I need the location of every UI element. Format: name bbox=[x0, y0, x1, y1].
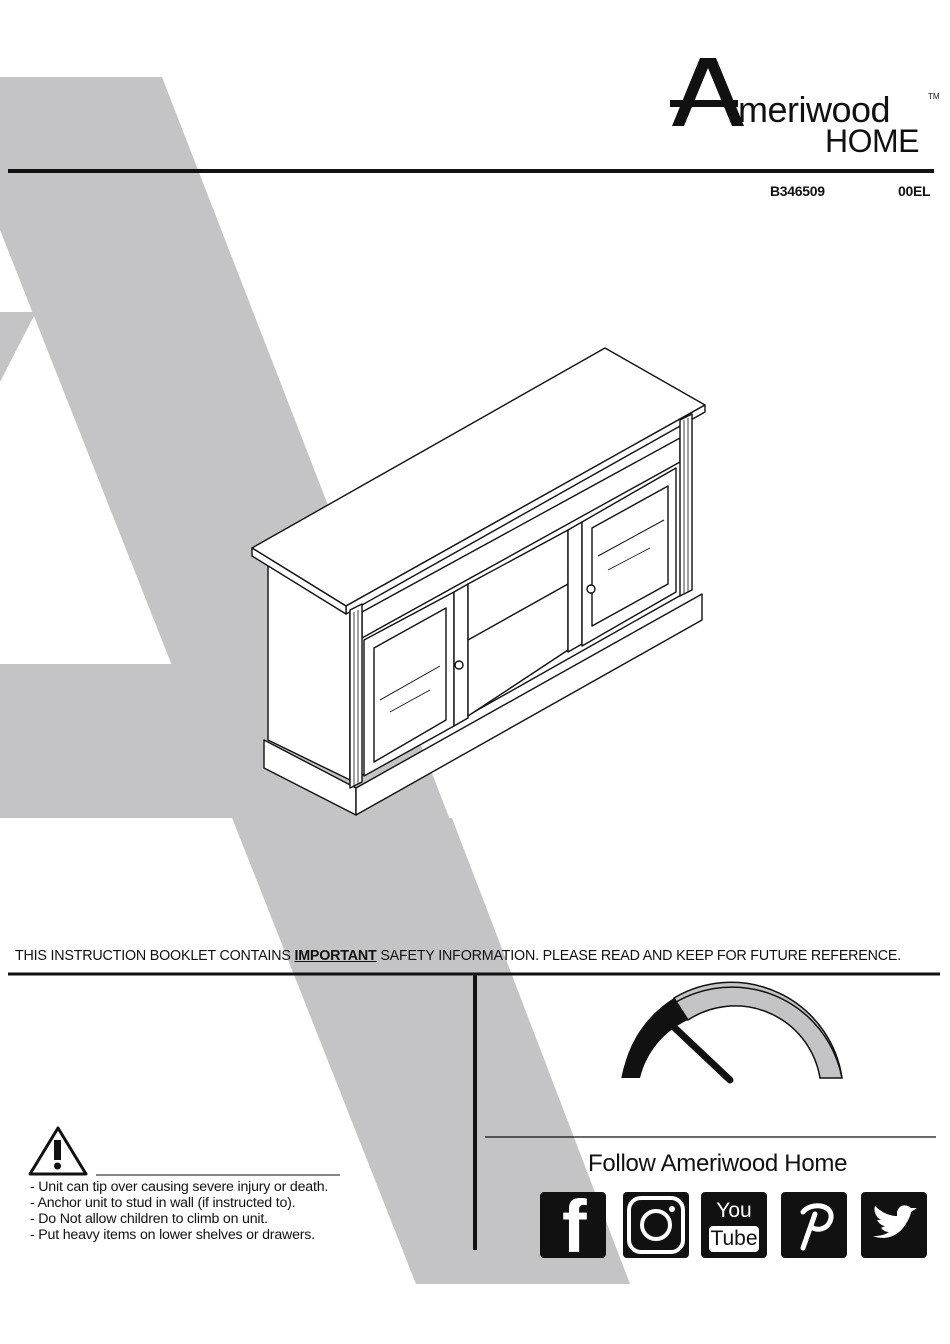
revision-code: 00EL bbox=[898, 183, 931, 199]
warning-list bbox=[30, 1179, 328, 1243]
youtube-label-bottom: Tube bbox=[710, 1227, 758, 1250]
facebook-letter: f bbox=[562, 1185, 587, 1268]
brand-subtitle: HOME bbox=[825, 123, 919, 159]
twitter-icon[interactable] bbox=[861, 1192, 927, 1258]
notice-after: SAFETY INFORMATION. PLEASE READ AND KEEP FOR FUTURE REFERENCE. bbox=[376, 948, 901, 964]
warning-item: - Unit can tip over causing severe injury or death. bbox=[30, 1179, 329, 1195]
notice-before: THIS INSTRUCTION BOOKLET CONTAINS bbox=[15, 948, 295, 964]
follow-heading: Follow Ameriwood Home bbox=[588, 1150, 848, 1177]
youtube-icon[interactable] bbox=[701, 1192, 767, 1258]
brand-trademark: TM bbox=[928, 92, 940, 101]
notice-emphasis: IMPORTANT bbox=[294, 948, 377, 964]
youtube-label-top: You bbox=[716, 1199, 752, 1222]
brand-wordmark-visible: meriwood bbox=[738, 89, 891, 130]
facebook-icon[interactable] bbox=[540, 1185, 606, 1268]
warning-item: - Anchor unit to stud in wall (if instructed to). bbox=[30, 1195, 296, 1211]
tv-stand-illustration bbox=[252, 348, 705, 815]
difficulty-gauge bbox=[622, 982, 842, 1080]
warning-item: - Do Not allow children to climb on unit. bbox=[30, 1211, 268, 1227]
gauge-needle bbox=[660, 1014, 730, 1080]
instagram-glyph bbox=[623, 1192, 689, 1258]
warning-triangle-icon bbox=[30, 1128, 86, 1174]
safety-notice bbox=[15, 948, 940, 964]
pinterest-glyph bbox=[781, 1192, 847, 1258]
model-code: B346509 bbox=[770, 183, 825, 199]
instagram-icon[interactable] bbox=[623, 1192, 689, 1258]
warning-item: - Put heavy items on lower shelves or drawers. bbox=[30, 1227, 315, 1243]
twitter-glyph bbox=[861, 1192, 927, 1258]
pinterest-icon[interactable] bbox=[781, 1192, 847, 1258]
